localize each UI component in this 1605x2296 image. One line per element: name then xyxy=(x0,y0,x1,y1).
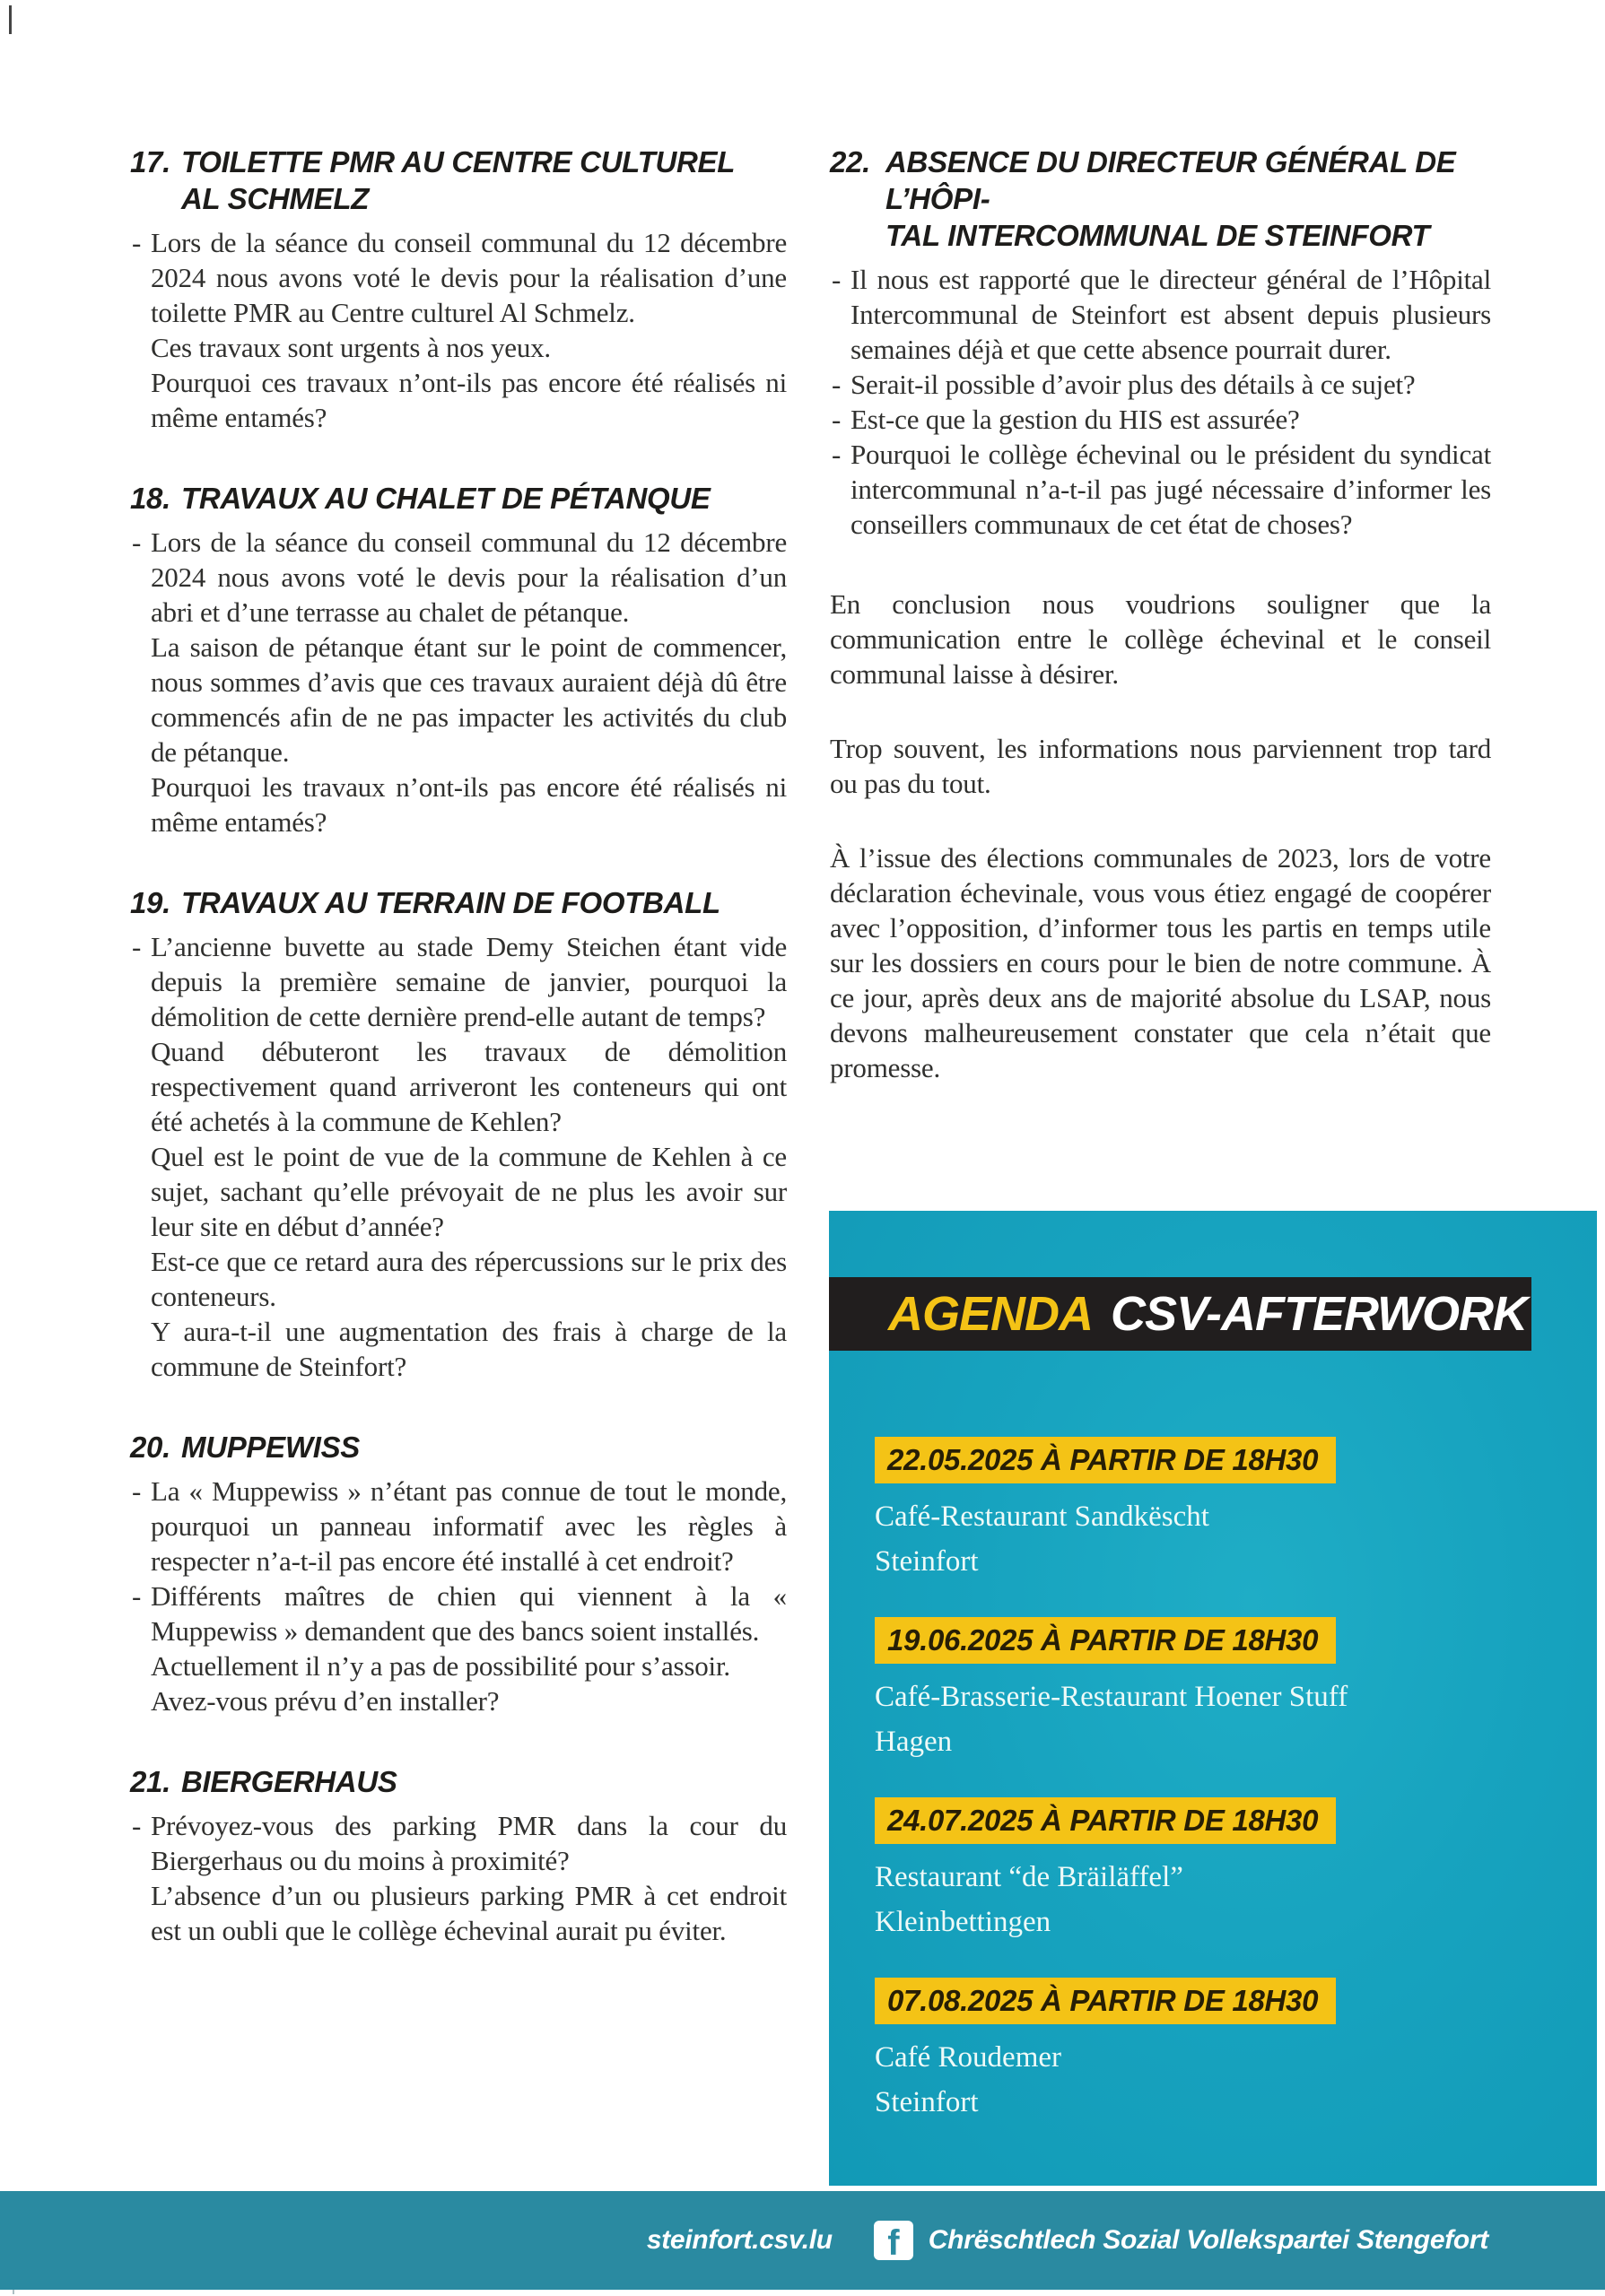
bullet-dash: - xyxy=(132,526,142,558)
question-title xyxy=(885,144,1491,254)
question-paragraph xyxy=(830,367,1491,402)
closing-paragraph: À l’issue des élections communales de 2023, lors de votre déclaration échevinale, vous vous étiez engagé de coopérer avec l’opposition, d’informer tous les partis en temps utile sur les dossiers en cours pour le bien de notre commune. À ce jour, après deux ans de majorité absolue du LSAP, nous devons malheureusement constater que cela n’était que promesse. xyxy=(830,842,1491,1083)
question-title-line: MUPPEWISS xyxy=(181,1431,360,1464)
crop-mark-top-left xyxy=(9,5,12,34)
paragraph-text: La « Muppewiss » n’étant pas connue de tout le monde, pourquoi un panneau informatif avec les règles à respecter n’a-t-il pas encore été installé à cet endroit? xyxy=(151,1475,787,1577)
question-title xyxy=(181,884,787,921)
question-paragraph xyxy=(130,1474,787,1578)
event-date-badge: 24.07.2025 À PARTIR DE 18H30 xyxy=(875,1797,1336,1844)
paragraph-text: Lors de la séance du conseil communal du 12 décembre 2024 nous avons voté le devis pour la réalisation d’une toilette PMR au Centre culturel Al Schmelz. xyxy=(151,227,787,328)
question-number: 21. xyxy=(130,1765,170,1798)
question-item xyxy=(130,480,787,839)
bullet-dash: - xyxy=(832,369,842,400)
question-title-line: TOILETTE PMR AU CENTRE CULTUREL xyxy=(181,145,736,178)
question-paragraph xyxy=(130,1314,787,1384)
question-paragraph xyxy=(130,1808,787,1878)
paragraph-text: Pourquoi le collège échevinal ou le président du syndicat intercommunal n’a-t-il pas jugé nécessaire d’informer les conseillers communaux de cet état de choses? xyxy=(850,439,1491,540)
agenda-event-list xyxy=(829,1437,1597,2125)
question-paragraph xyxy=(130,525,787,630)
paragraph-text: Différents maîtres de chien qui viennent à la « Muppewiss » demandent que des bancs soient installés. xyxy=(151,1580,787,1647)
question-title-line: BIERGERHAUS xyxy=(181,1765,397,1798)
question-number: 18. xyxy=(130,482,170,515)
paragraph-text: Quand débuteront les travaux de démolition respectivement quand arriveront les conteneurs qui ont été achetés à la commune de Kehlen? xyxy=(151,1036,787,1137)
question-paragraph xyxy=(130,770,787,839)
footer-party-name: Chrëschtlech Sozial Vollekspartei Stengefort xyxy=(928,2225,1488,2255)
question-item xyxy=(130,884,787,1384)
agenda-banner-title: CSV-AFTERWORK xyxy=(1111,1287,1527,1341)
paragraph-text: Y aura-t-il une augmentation des frais à charge de la commune de Steinfort? xyxy=(151,1316,787,1382)
paragraph-text: Est-ce que la gestion du HIS est assurée? xyxy=(850,404,1300,435)
paragraph-text: Actuellement il n’y a pas de possibilité pour s’assoir. xyxy=(151,1650,730,1682)
bullet-dash: - xyxy=(832,264,842,295)
question-title xyxy=(181,1429,787,1465)
bullet-dash: - xyxy=(132,227,142,258)
closing-paragraph: Trop souvent, les informations nous parviennent trop tard ou pas du tout. xyxy=(830,733,1491,799)
question-paragraph xyxy=(130,1244,787,1314)
question-paragraph xyxy=(130,630,787,770)
question-paragraph xyxy=(130,1578,787,1648)
question-number: 22. xyxy=(830,145,870,178)
paragraph-text: Ces travaux sont urgents à nos yeux. xyxy=(151,332,551,363)
footer-facebook-group xyxy=(874,2221,1488,2260)
question-column-right xyxy=(830,144,1491,1125)
event-place: Steinfort xyxy=(875,2086,979,2118)
paragraph-text: Pourquoi ces travaux n’ont-ils pas encore été réalisés ni même entamés? xyxy=(151,367,787,433)
question-item xyxy=(130,1429,787,1718)
agenda-event xyxy=(875,1617,1597,1764)
paragraph-text: La saison de pétanque étant sur le point de commencer, nous sommes d’avis que ces travaux auraient déjà dû être commencés afin de ne pas impacter les activités du club de pétanque. xyxy=(151,631,787,768)
question-heading xyxy=(130,144,787,217)
question-paragraph xyxy=(130,1139,787,1244)
question-paragraph xyxy=(130,330,787,365)
event-venue: Café-Brasserie-Restaurant Hoener Stuff xyxy=(875,1681,1348,1713)
event-place: Steinfort xyxy=(875,1545,979,1578)
footer-website: steinfort.csv.lu xyxy=(646,2225,833,2255)
paragraph-text: Prévoyez-vous des parking PMR dans la cour du Biergerhaus ou du moins à proximité? xyxy=(151,1810,787,1876)
question-heading xyxy=(130,1429,787,1465)
question-title xyxy=(181,1763,787,1800)
question-paragraph xyxy=(830,262,1491,367)
agenda-event xyxy=(875,1437,1597,1584)
agenda-panel xyxy=(829,1211,1597,2186)
paragraph-text: Avez-vous prévu d’en installer? xyxy=(151,1685,500,1717)
question-title-line: AL SCHMELZ xyxy=(181,182,370,215)
question-column-left xyxy=(130,144,787,1993)
agenda-event xyxy=(875,1797,1597,1944)
agenda-event xyxy=(875,1978,1597,2125)
paragraph-text: Serait-il possible d’avoir plus des détails à ce sujet? xyxy=(850,369,1416,400)
question-item xyxy=(130,144,787,435)
event-place: Kleinbettingen xyxy=(875,1906,1051,1938)
event-date-badge: 22.05.2025 À PARTIR DE 18H30 xyxy=(875,1437,1336,1483)
bullet-dash: - xyxy=(832,404,842,435)
bullet-dash: - xyxy=(832,439,842,470)
question-paragraph xyxy=(130,1648,787,1683)
question-paragraph xyxy=(130,1683,787,1718)
paragraph-text: Il nous est rapporté que le directeur général de l’Hôpital Intercommunal de Steinfort est absent depuis plusieurs semaines déjà et que cette absence pourrait durer. xyxy=(850,264,1491,365)
question-item xyxy=(830,144,1491,542)
bullet-dash: - xyxy=(132,1475,142,1507)
event-venue: Café-Restaurant Sandkëscht xyxy=(875,1500,1209,1533)
facebook-icon: f xyxy=(874,2221,913,2260)
question-item xyxy=(130,1763,787,1948)
bullet-dash: - xyxy=(132,931,142,962)
event-venue: Café Roudemer xyxy=(875,2041,1062,2074)
question-number: 19. xyxy=(130,886,170,919)
event-venue: Restaurant “de Bräiläffel” xyxy=(875,1861,1183,1893)
closing-paragraph: En conclusion nous voudrions souligner que la communication entre le collège échevinal et le conseil communal laisse à désirer. xyxy=(830,588,1491,690)
question-heading xyxy=(130,480,787,517)
question-paragraph xyxy=(130,929,787,1034)
question-title-line: TAL INTERCOMMUNAL DE STEINFORT xyxy=(885,219,1430,252)
event-date-badge: 19.06.2025 À PARTIR DE 18H30 xyxy=(875,1617,1336,1664)
paragraph-text: Pourquoi les travaux n’ont-ils pas encore été réalisés ni même entamés? xyxy=(151,771,787,838)
question-paragraph xyxy=(130,1034,787,1139)
question-title xyxy=(181,144,787,217)
question-title-line: TRAVAUX AU CHALET DE PÉTANQUE xyxy=(181,482,711,515)
question-heading xyxy=(130,884,787,921)
event-place: Hagen xyxy=(875,1726,953,1758)
paragraph-text: Quel est le point de vue de la commune de Kehlen à ce sujet, sachant qu’elle prévoyait de ne plus les avoir sur leur site en début d’année? xyxy=(151,1141,787,1242)
paragraph-text: Lors de la séance du conseil communal du 12 décembre 2024 nous avons voté le devis pour la réalisation d’un abri et d’une terrasse au chalet de pétanque. xyxy=(151,526,787,628)
paragraph-text: L’absence d’un ou plusieurs parking PMR à cet endroit est un oubli que le collège échevinal aurait pu éviter. xyxy=(151,1880,787,1946)
agenda-banner-accent: AGENDA xyxy=(888,1287,1094,1341)
paragraph-text: Est-ce que ce retard aura des répercussions sur le prix des conteneurs. xyxy=(151,1246,787,1312)
question-paragraph xyxy=(130,365,787,435)
footer-bar xyxy=(0,2191,1605,2290)
question-paragraph xyxy=(830,437,1491,542)
question-paragraph xyxy=(830,402,1491,437)
question-title-line: ABSENCE DU DIRECTEUR GÉNÉRAL DE L’HÔPI- xyxy=(885,145,1456,215)
paragraph-text: L’ancienne buvette au stade Demy Steichen étant vide depuis la première semaine de janvier, pourquoi la démolition de cette dernière prend-elle autant de temps? xyxy=(151,931,787,1032)
question-title xyxy=(181,480,787,517)
question-paragraph xyxy=(130,225,787,330)
question-title-line: TRAVAUX AU TERRAIN DE FOOTBALL xyxy=(181,886,720,919)
bullet-dash: - xyxy=(132,1810,142,1841)
question-heading xyxy=(830,144,1491,254)
question-paragraph xyxy=(130,1878,787,1948)
agenda-banner xyxy=(829,1277,1531,1351)
question-number: 17. xyxy=(130,145,170,178)
question-heading xyxy=(130,1763,787,1800)
event-date-badge: 07.08.2025 À PARTIR DE 18H30 xyxy=(875,1978,1336,2024)
bullet-dash: - xyxy=(132,1580,142,1612)
question-number: 20. xyxy=(130,1431,170,1464)
